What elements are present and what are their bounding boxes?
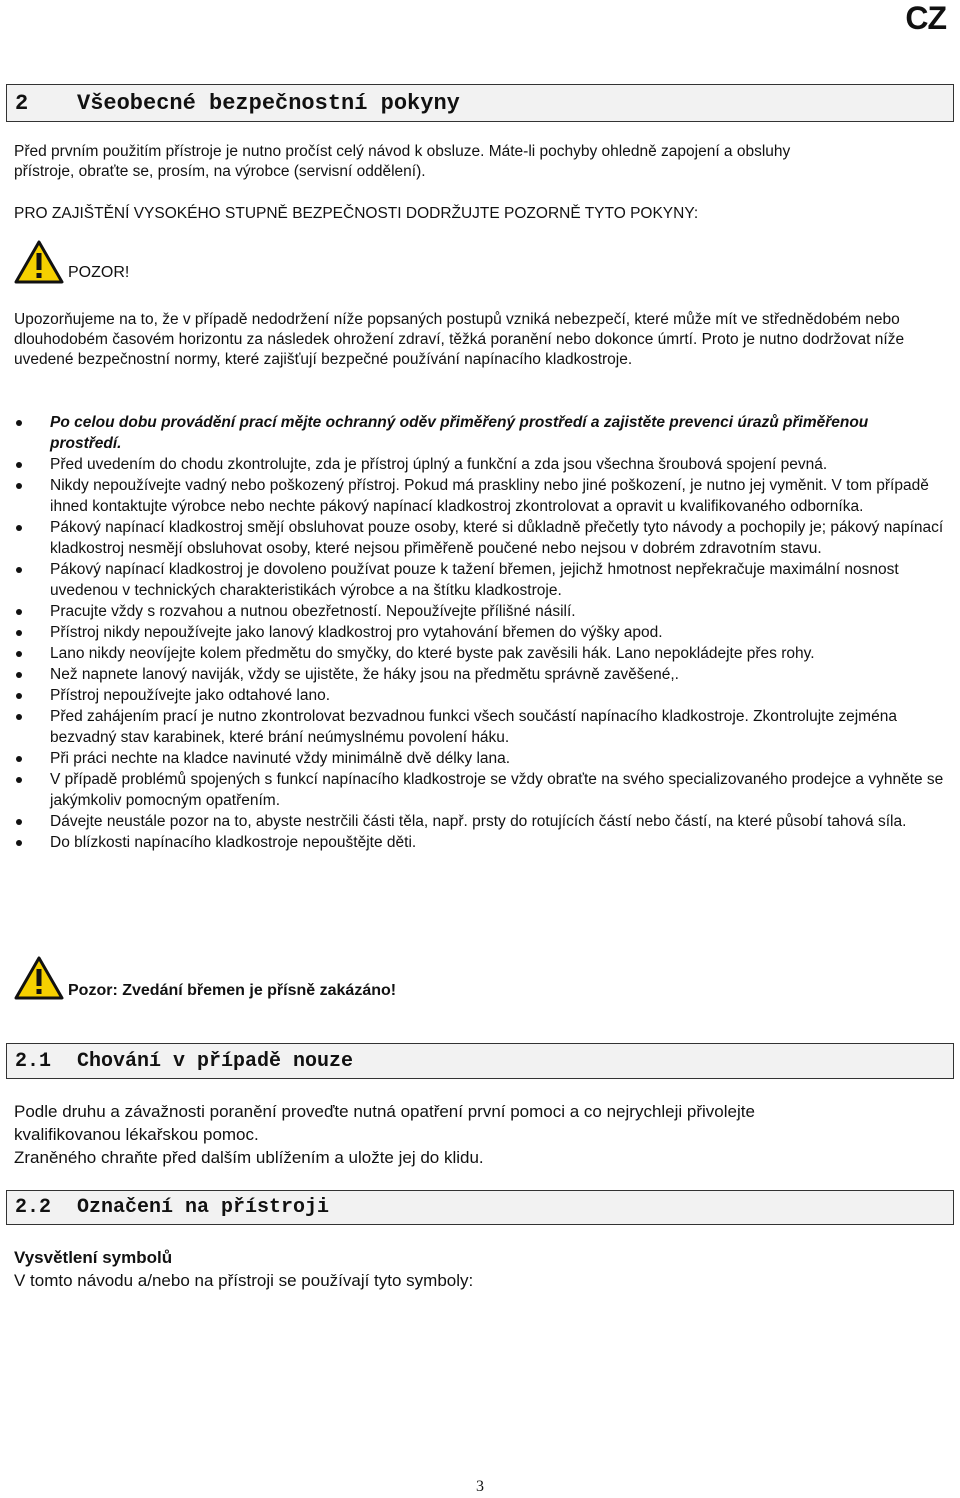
emergency-line-3: Zraněného chraňte před dalším ublížením a uložte jej do klidu. — [14, 1148, 484, 1167]
list-item: Než napnete lanový naviják, vždy se ujistěte, že háky jsou na předmětu správně zavěšené,. — [14, 664, 944, 685]
list-item: Přístroj nikdy nepoužívejte jako lanový kladkostroj pro vytahování břemen do výšky apod. — [14, 622, 944, 643]
warning-text: Upozorňujeme na to, že v případě nedodržení níže popsaných postupů vzniká nebezpečí, které může mít ve střednědobém nebo dlouhodobém časovém horizontu za následek ohrožení zdraví, těžká poranění nebo dokonce úmrtí. Proto je nutno dodržovat níže uvedené bezpečnostní normy, které zajišťují bezpečné používání napínacího kladkostroje. — [14, 311, 905, 368]
emergency-line-2: kvalifikovanou lékařskou pomoc. — [14, 1125, 259, 1144]
section-number: 2 — [15, 90, 29, 116]
list-item: Pákový napínací kladkostroj smějí obsluhovat pouze osoby, které si důkladně přečetly tyto návody a pochopily je; pákový napínací kladkostroj nesmějí obsluhovat osoby, které nejsou přiměřeně poučené nebo nejsou v dobrém zdravotním stavu. — [14, 517, 944, 559]
page-number: 3 — [476, 1478, 484, 1495]
emergency-paragraph — [14, 1100, 944, 1169]
warning-triangle-icon — [14, 240, 64, 284]
list-item: Do blízkosti napínacího kladkostroje nepouštějte děti. — [14, 832, 944, 853]
section-number: 2.2 — [15, 1196, 52, 1219]
list-item: V případě problémů spojených s funkcí napínacího kladkostroje se vždy obraťte na svého specializovaného prodejce a vyhněte se jakýmkoliv pomocným opatřením. — [14, 769, 944, 811]
warning-row — [14, 240, 129, 284]
section-heading-2-2 — [6, 1190, 954, 1225]
list-item: Před zahájením prací je nutno zkontrolovat bezvadnou funkci všech součástí napínacího kladkostroje. Zkontrolujte zejména bezvadný stav karabinek, které brání neúmyslnému povolení háku. — [14, 706, 944, 748]
language-code: CZ — [905, 0, 946, 36]
intro-line-1: Před prvním použitím přístroje je nutno pročíst celý návod k obsluze. Máte-li pochyby ohledně zapojení a obsluhy — [14, 143, 791, 160]
lifting-warning-row — [14, 956, 396, 1000]
list-item: Při práci nechte na kladce navinuté vždy minimálně dvě délky lana. — [14, 748, 944, 769]
symbols-subheading: Vysvětlení symbolů — [14, 1248, 173, 1267]
intro-line-2: přístroje, obraťte se, prosím, na výrobce (servisní oddělení). — [14, 163, 426, 180]
list-item: Po celou dobu provádění prací mějte ochranný oděv přiměřený prostředí a zajistěte prevenci úrazů přiměřenou prostředí. — [14, 412, 944, 454]
warning-triangle-icon — [14, 956, 64, 1000]
section-title: Chování v případě nouze — [77, 1049, 354, 1073]
list-item: Pákový napínací kladkostroj je dovoleno používat pouze k tažení břemen, jejichž hmotnost nepřekračuje maximální nosnost uvedenou v technických charakteristikách výrobce a na štítku kladkostroje. — [14, 559, 944, 601]
list-item: Nikdy nepoužívejte vadný nebo poškozený přístroj. Pokud má praskliny nebo jiné poškození, je nutno jej vyměnit. V tom případě ihned kontaktujte výrobce nebo nechte pákový napínací kladkostroj zkontrolovat a opravit u kvalifikovaného odborníka. — [14, 475, 944, 517]
list-item: Dávejte neustále pozor na to, abyste nestrčili části těla, např. prsty do rotujících částí nebo částí, na které působí tahová síla. — [14, 811, 944, 832]
emergency-line-1: Podle druhu a závažnosti poranění proveďte nutná opatření první pomoci a co nejrychleji přivolejte — [14, 1102, 755, 1121]
section-number: 2.1 — [15, 1049, 52, 1073]
list-item: Před uvedením do chodu zkontrolujte, zda je přístroj úplný a funkční a zda jsou všechna šroubová spojení pevná. — [14, 454, 944, 475]
section-heading-2 — [6, 84, 954, 122]
section-heading-2-1 — [6, 1043, 954, 1079]
symbols-line-1: V tomto návodu a/nebo na přístroji se používají tyto symboly: — [14, 1271, 474, 1290]
section-title: Označení na přístroji — [77, 1196, 330, 1219]
intro-paragraph — [14, 142, 944, 182]
list-item: Pracujte vždy s rozvahou a nutnou obezřetností. Nepoužívejte přílišné násilí. — [14, 601, 944, 622]
safety-notice: PRO ZAJIŠTĚNÍ VYSOKÉHO STUPNĚ BEZPEČNOSTI DODRŽUJTE POZORNĚ TYTO POKYNY: — [14, 205, 699, 222]
list-item: Lano nikdy neovíjejte kolem předmětu do smyčky, do které byste pak zavěsili hák. Lano nepokládejte přes rohy. — [14, 643, 944, 664]
list-item: Přístroj nepoužívejte jako odtahové lano. — [14, 685, 944, 706]
symbols-paragraph — [14, 1246, 944, 1292]
warning-label: POZOR! — [68, 264, 130, 281]
section-title: Všeobecné bezpečnostní pokyny — [77, 90, 460, 116]
safety-bullet-list — [14, 412, 944, 853]
lifting-warning-text: Pozor: Zvedání břemen je přísně zakázáno! — [68, 982, 397, 999]
